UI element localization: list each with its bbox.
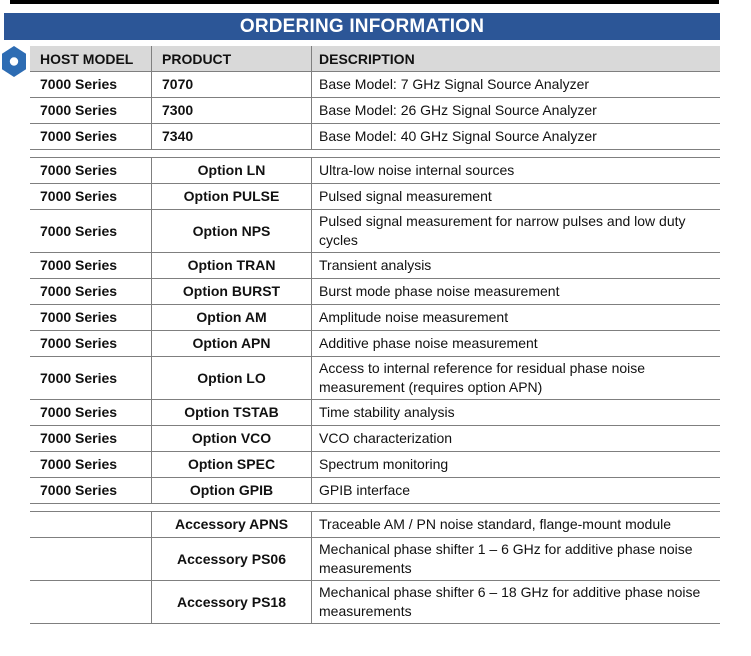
host-model-cell: 7000 Series [30,158,152,183]
table-section-base-models [30,72,720,150]
table-row [30,357,720,400]
table-row [30,426,720,452]
description-cell: Time stability analysis [319,404,455,420]
table-row [30,538,720,581]
table-row [30,512,720,538]
page-top-rule [10,0,719,4]
product-cell: Option SPEC [152,452,312,477]
product-cell: Accessory PS06 [152,538,312,580]
host-model-cell [30,538,152,580]
description-cell: Transient analysis [319,257,432,273]
description-cell: Spectrum monitoring [319,456,449,472]
host-model-cell: 7000 Series [30,331,152,356]
hexagon-bullet-icon [2,46,26,77]
product-cell: Option GPIB [152,478,312,503]
column-header-host-model: HOST MODEL [30,46,152,71]
table-section-accessories [30,511,720,624]
column-header-description: DESCRIPTION [319,50,415,67]
host-model-cell: 7000 Series [30,279,152,304]
table-row [30,478,720,504]
description-cell: Pulsed signal measurement [319,188,492,204]
host-model-cell: 7000 Series [30,184,152,209]
table-section-options [30,157,720,504]
description-cell: Base Model: 26 GHz Signal Source Analyzer [319,102,597,118]
product-cell: Option PULSE [152,184,312,209]
description-cell: Burst mode phase noise measurement [319,283,560,299]
column-header-product: PRODUCT [152,46,312,71]
product-cell: Option LN [152,158,312,183]
host-model-cell: 7000 Series [30,72,152,97]
table-row [30,400,720,426]
table-row [30,184,720,210]
product-cell: Accessory PS18 [152,581,312,623]
host-model-cell: 7000 Series [30,124,152,149]
ordering-table [30,46,720,624]
host-model-cell: 7000 Series [30,210,152,252]
description-cell: Access to internal reference for residual phase noise measurement (requires option APN) [319,360,646,395]
product-cell: Option AM [152,305,312,330]
product-cell: Option BURST [152,279,312,304]
host-model-cell: 7000 Series [30,253,152,278]
table-row [30,124,720,150]
product-cell: Option VCO [152,426,312,451]
description-cell: Mechanical phase shifter 1 – 6 GHz for additive phase noise measurements [319,541,693,576]
description-cell: GPIB interface [319,482,411,498]
table-row [30,279,720,305]
product-cell: Option APN [152,331,312,356]
table-row [30,452,720,478]
table-row [30,253,720,279]
description-cell: Additive phase noise measurement [319,335,538,351]
host-model-cell [30,581,152,623]
table-row [30,305,720,331]
product-cell: 7300 [152,98,312,123]
table-row [30,98,720,124]
description-cell: Mechanical phase shifter 6 – 18 GHz for additive phase noise measurements [319,584,701,619]
table-row [30,331,720,357]
product-cell: Option TSTAB [152,400,312,425]
product-cell: Option LO [152,357,312,399]
host-model-cell: 7000 Series [30,98,152,123]
description-cell: Traceable AM / PN noise standard, flange-mount module [319,516,672,532]
description-cell: Base Model: 7 GHz Signal Source Analyzer [319,76,590,92]
host-model-cell: 7000 Series [30,452,152,477]
product-cell: Accessory APNS [152,512,312,537]
table-row [30,210,720,253]
table-header-row [30,46,720,72]
host-model-cell: 7000 Series [30,478,152,503]
product-cell: Option NPS [152,210,312,252]
product-cell: 7340 [152,124,312,149]
description-cell: Amplitude noise measurement [319,309,509,325]
host-model-cell: 7000 Series [30,400,152,425]
host-model-cell [30,512,152,537]
description-cell: VCO characterization [319,430,453,446]
table-row [30,581,720,624]
section-banner [4,13,720,40]
description-cell: Pulsed signal measurement for narrow pulses and low duty cycles [319,213,686,248]
host-model-cell: 7000 Series [30,357,152,399]
product-cell: 7070 [152,72,312,97]
table-row [30,72,720,98]
description-cell: Base Model: 40 GHz Signal Source Analyzer [319,128,597,144]
table-body [30,72,720,624]
table-row [30,158,720,184]
host-model-cell: 7000 Series [30,426,152,451]
description-cell: Ultra-low noise internal sources [319,162,515,178]
section-banner-title: ORDERING INFORMATION [239,15,485,37]
host-model-cell: 7000 Series [30,305,152,330]
product-cell: Option TRAN [152,253,312,278]
